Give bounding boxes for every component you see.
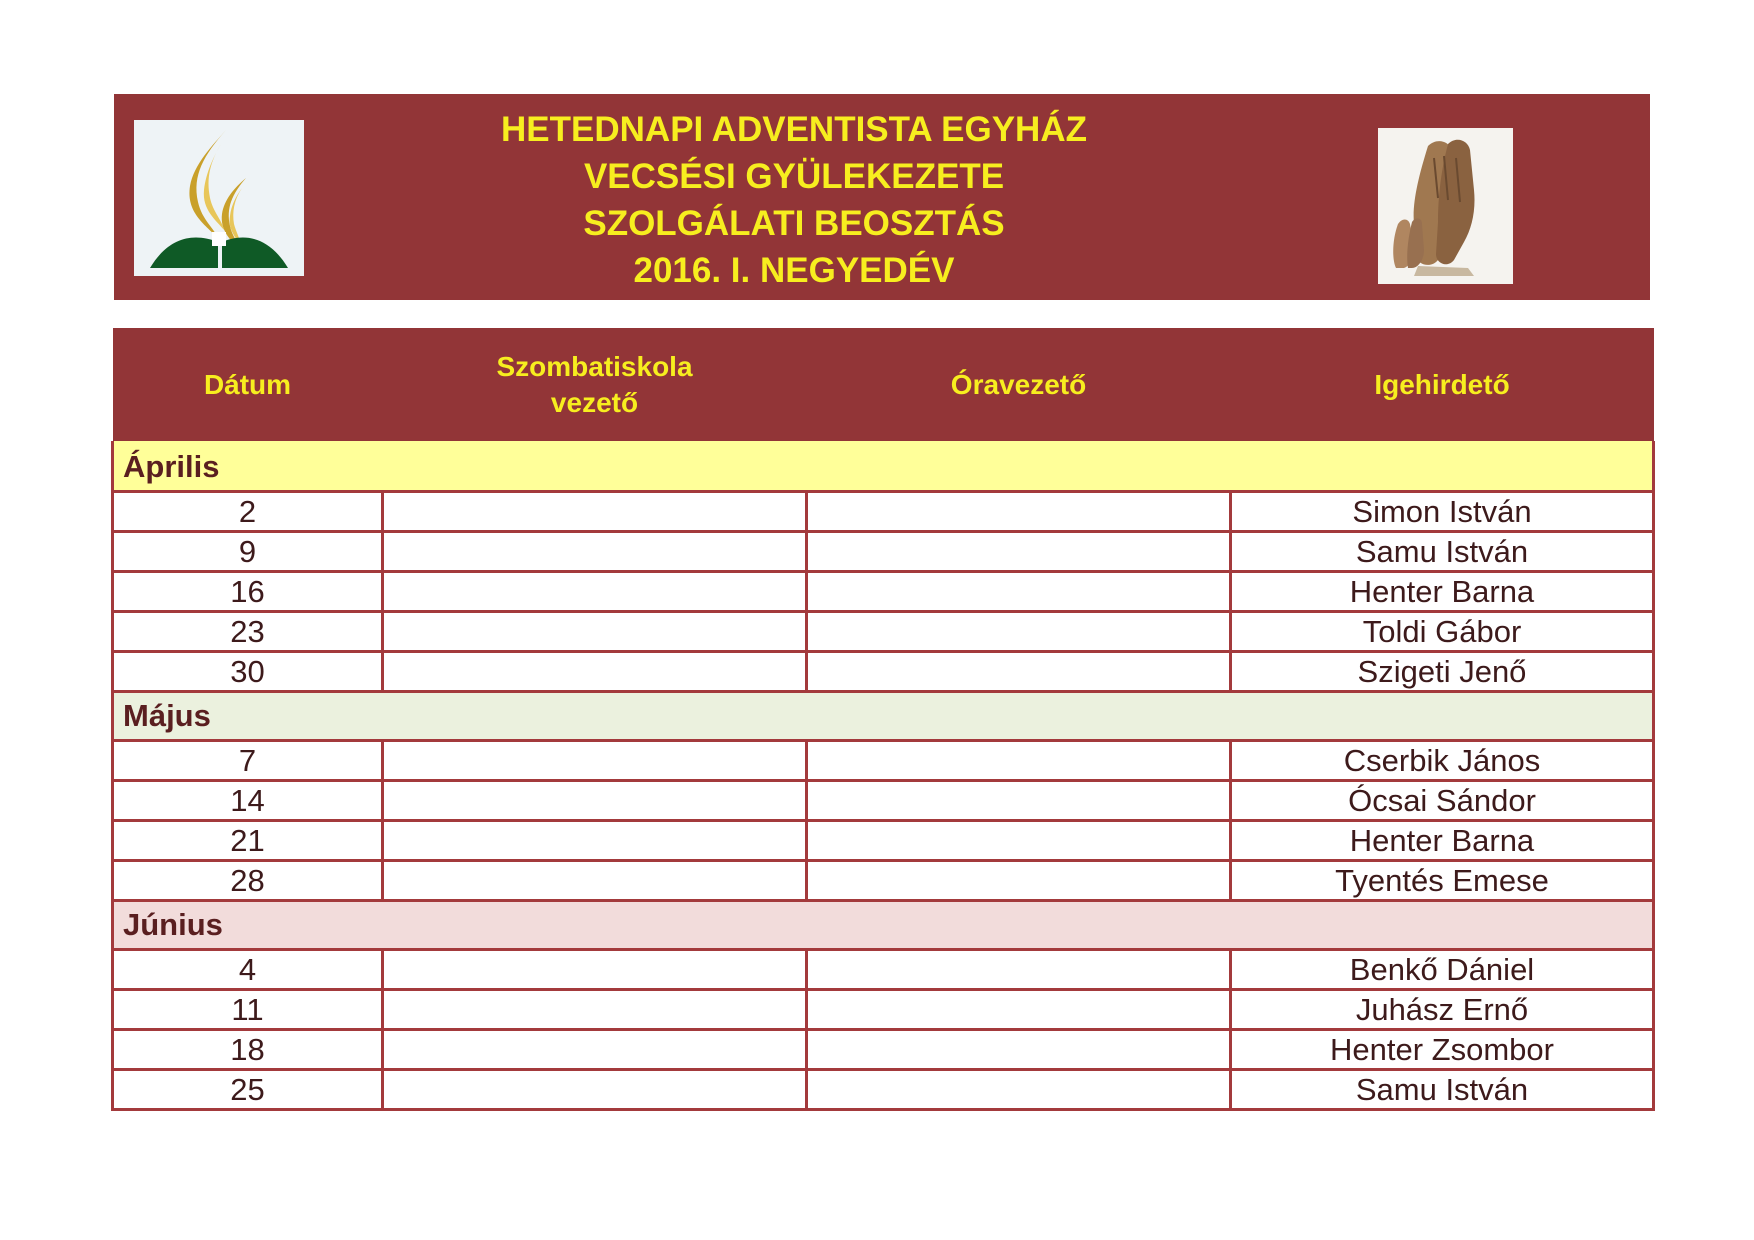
igehirdeto-cell: Tyentés Emese: [1231, 861, 1654, 901]
oravezeto-cell: [807, 950, 1231, 990]
igehirdeto-cell: Samu István: [1231, 532, 1654, 572]
oravezeto-cell: [807, 572, 1231, 612]
table-row: [113, 652, 1654, 692]
date-cell: 9: [113, 532, 383, 572]
table-row: [113, 990, 1654, 1030]
date-cell: 11: [113, 990, 383, 1030]
month-label: Május: [113, 692, 1654, 741]
oravezeto-cell: [807, 612, 1231, 652]
oravezeto-cell: [807, 532, 1231, 572]
szombatiskola-cell: [383, 532, 807, 572]
document-title: [364, 106, 1224, 294]
month-label: Április: [113, 443, 1654, 492]
table-row: [113, 1070, 1654, 1110]
szombatiskola-cell: [383, 950, 807, 990]
date-cell: 30: [113, 652, 383, 692]
praying-hands-icon: [1378, 128, 1513, 284]
sda-flame-book-logo-icon: [134, 120, 304, 276]
table-row: [113, 572, 1654, 612]
date-cell: 2: [113, 492, 383, 532]
table-row: [113, 861, 1654, 901]
oravezeto-cell: [807, 1030, 1231, 1070]
month-row-junius: [113, 901, 1654, 950]
table-header-row: [113, 328, 1654, 443]
table-row: [113, 492, 1654, 532]
column-header-szombatiskola-vezeto: [383, 328, 807, 443]
igehirdeto-cell: Henter Zsombor: [1231, 1030, 1654, 1070]
date-cell: 25: [113, 1070, 383, 1110]
oravezeto-cell: [807, 652, 1231, 692]
table-row: [113, 532, 1654, 572]
igehirdeto-cell: Ócsai Sándor: [1231, 781, 1654, 821]
szombatiskola-cell: [383, 1030, 807, 1070]
column-header-oravezeto: Óravezető: [807, 328, 1231, 443]
igehirdeto-cell: Samu István: [1231, 1070, 1654, 1110]
igehirdeto-cell: Henter Barna: [1231, 572, 1654, 612]
szombatiskola-cell: [383, 821, 807, 861]
igehirdeto-cell: Benkő Dániel: [1231, 950, 1654, 990]
column-header-igehirdeto: Igehirdető: [1231, 328, 1654, 443]
date-cell: 18: [113, 1030, 383, 1070]
szombatiskola-cell: [383, 861, 807, 901]
szombatiskola-cell: [383, 990, 807, 1030]
igehirdeto-cell: Toldi Gábor: [1231, 612, 1654, 652]
oravezeto-cell: [807, 1070, 1231, 1110]
igehirdeto-cell: Simon István: [1231, 492, 1654, 532]
oravezeto-cell: [807, 821, 1231, 861]
oravezeto-cell: [807, 990, 1231, 1030]
table-row: [113, 1030, 1654, 1070]
table-row: [113, 741, 1654, 781]
header-banner: [114, 94, 1650, 300]
month-row-aprilis: [113, 443, 1654, 492]
date-cell: 23: [113, 612, 383, 652]
table-row: [113, 612, 1654, 652]
oravezeto-cell: [807, 781, 1231, 821]
service-schedule-table: [111, 328, 1655, 1111]
title-line-quarter: 2016. I. NEGYEDÉV: [633, 251, 955, 290]
title-line-congregation: VECSÉSI GYÜLEKEZETE: [583, 157, 1005, 196]
szombatiskola-cell: [383, 781, 807, 821]
oravezeto-cell: [807, 741, 1231, 781]
date-cell: 28: [113, 861, 383, 901]
oravezeto-cell: [807, 861, 1231, 901]
date-cell: 7: [113, 741, 383, 781]
szombatiskola-cell: [383, 612, 807, 652]
szombatiskola-cell: [383, 741, 807, 781]
month-row-majus: [113, 692, 1654, 741]
oravezeto-cell: [807, 492, 1231, 532]
igehirdeto-cell: Juhász Ernő: [1231, 990, 1654, 1030]
title-line-church: HETEDNAPI ADVENTISTA EGYHÁZ: [501, 110, 1087, 149]
igehirdeto-cell: Henter Barna: [1231, 821, 1654, 861]
szombatiskola-cell: [383, 572, 807, 612]
column-header-datum: Dátum: [113, 328, 383, 443]
szombatiskola-cell: [383, 1070, 807, 1110]
column-header-szombatiskola-line1: Szombatiskola: [496, 350, 693, 382]
table-row: [113, 950, 1654, 990]
date-cell: 4: [113, 950, 383, 990]
column-header-szombatiskola-line2: vezető: [550, 386, 639, 418]
date-cell: 21: [113, 821, 383, 861]
title-line-schedule: SZOLGÁLATI BEOSZTÁS: [583, 204, 1005, 243]
igehirdeto-cell: Cserbik János: [1231, 741, 1654, 781]
igehirdeto-cell: Szigeti Jenő: [1231, 652, 1654, 692]
date-cell: 14: [113, 781, 383, 821]
table-row: [113, 821, 1654, 861]
table-row: [113, 781, 1654, 821]
szombatiskola-cell: [383, 652, 807, 692]
month-label: Június: [113, 901, 1654, 950]
date-cell: 16: [113, 572, 383, 612]
szombatiskola-cell: [383, 492, 807, 532]
